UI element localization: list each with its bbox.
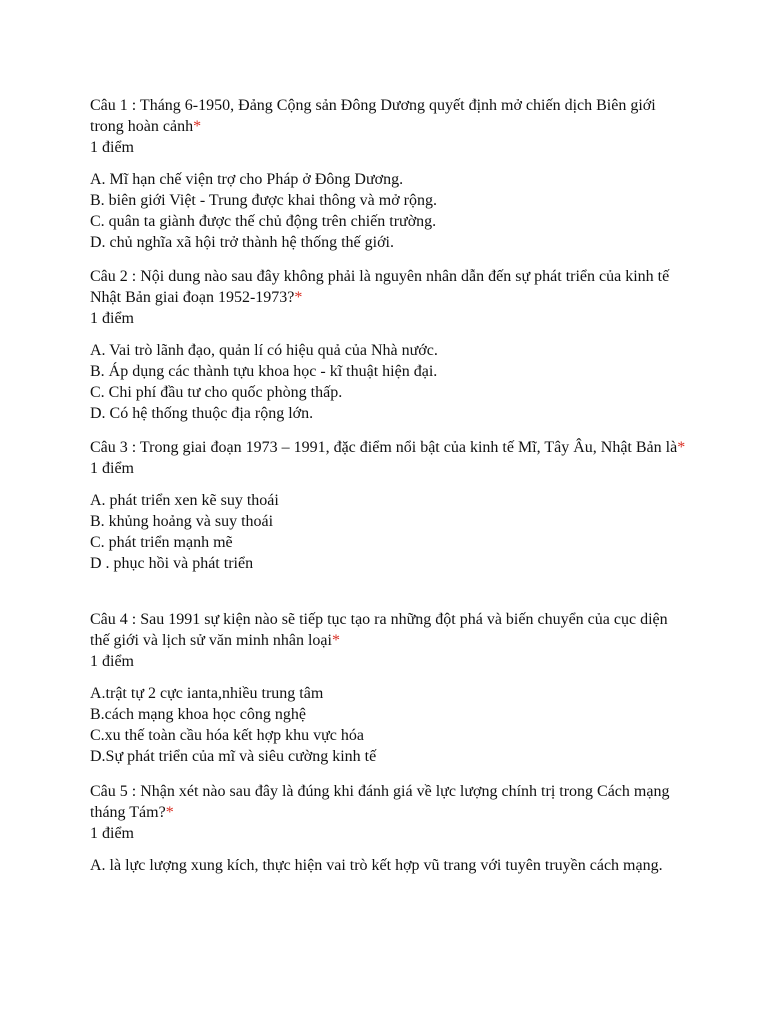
option-a[interactable]: A. là lực lượng xung kích, thực hiện vai trò kết hợp vũ trang với tuyên truyền cách mạng. — [90, 857, 663, 874]
option-c[interactable]: C.xu thế toàn cầu hóa kết hợp khu vực hóa — [90, 727, 364, 744]
required-mark: * — [193, 118, 202, 135]
question-3 — [90, 437, 690, 574]
option-d[interactable]: D . phục hồi và phát triển — [90, 555, 254, 572]
option-c[interactable]: C. quân ta giành được thế chủ động trên chiến trường. — [90, 213, 437, 230]
question-title: Câu 2 : Nội dung nào sau đây không phải là nguyên nhân dẫn đến sự phát triển của kinh tế Nhật Bản giai đoạn 1952-1973?* — [90, 268, 670, 306]
question-1 — [90, 95, 690, 253]
option-b[interactable]: B. biên giới Việt - Trung được khai thông và mở rộng. — [90, 192, 438, 209]
option-c[interactable]: C. Chi phí đầu tư cho quốc phòng thấp. — [90, 384, 343, 401]
option-a[interactable]: A. phát triển xen kẽ suy thoái — [90, 492, 279, 509]
question-title: Câu 1 : Tháng 6-1950, Đảng Cộng sản Đông Dương quyết định mở chiến dịch Biên giới trong hoàn cảnh* — [90, 97, 656, 135]
option-c[interactable]: C. phát triển mạnh mẽ — [90, 534, 233, 551]
option-a[interactable]: A. Vai trò lãnh đạo, quản lí có hiệu quả của Nhà nước. — [90, 342, 438, 359]
question-points: 1 điểm — [90, 460, 134, 477]
question-5 — [90, 781, 690, 876]
required-mark: * — [165, 804, 174, 821]
required-mark: * — [331, 632, 340, 649]
question-points: 1 điểm — [90, 825, 134, 842]
question-title: Câu 4 : Sau 1991 sự kiện nào sẽ tiếp tục tạo ra những đột phá và biến chuyển của cục diện thế giới và lịch sử văn minh nhân loại* — [90, 611, 668, 649]
option-a[interactable]: A. Mĩ hạn chế viện trợ cho Pháp ở Đông Dương. — [90, 171, 404, 188]
option-b[interactable]: B. khủng hoảng và suy thoái — [90, 513, 274, 530]
question-title: Câu 5 : Nhận xét nào sau đây là đúng khi đánh giá về lực lượng chính trị trong Cách mạng tháng Tám?* — [90, 783, 670, 821]
question-points: 1 điểm — [90, 139, 134, 156]
question-4 — [90, 609, 690, 767]
option-b[interactable]: B. Áp dụng các thành tựu khoa học - kĩ thuật hiện đại. — [90, 363, 438, 380]
option-d[interactable]: D.Sự phát triển của mĩ và siêu cường kinh tế — [90, 748, 377, 765]
question-points: 1 điểm — [90, 653, 134, 670]
option-b[interactable]: B.cách mạng khoa học công nghệ — [90, 706, 306, 723]
required-mark: * — [677, 439, 686, 456]
question-points: 1 điểm — [90, 310, 134, 327]
required-mark: * — [294, 289, 303, 306]
question-title: Câu 3 : Trong giai đoạn 1973 – 1991, đặc điểm nổi bật của kinh tế Mĩ, Tây Âu, Nhật Bản là* — [90, 439, 686, 456]
option-a[interactable]: A.trật tự 2 cực ianta,nhiều trung tâm — [90, 685, 324, 702]
option-d[interactable]: D. Có hệ thống thuộc địa rộng lớn. — [90, 405, 314, 422]
option-d[interactable]: D. chủ nghĩa xã hội trở thành hệ thống thế giới. — [90, 234, 394, 251]
question-2 — [90, 266, 690, 424]
